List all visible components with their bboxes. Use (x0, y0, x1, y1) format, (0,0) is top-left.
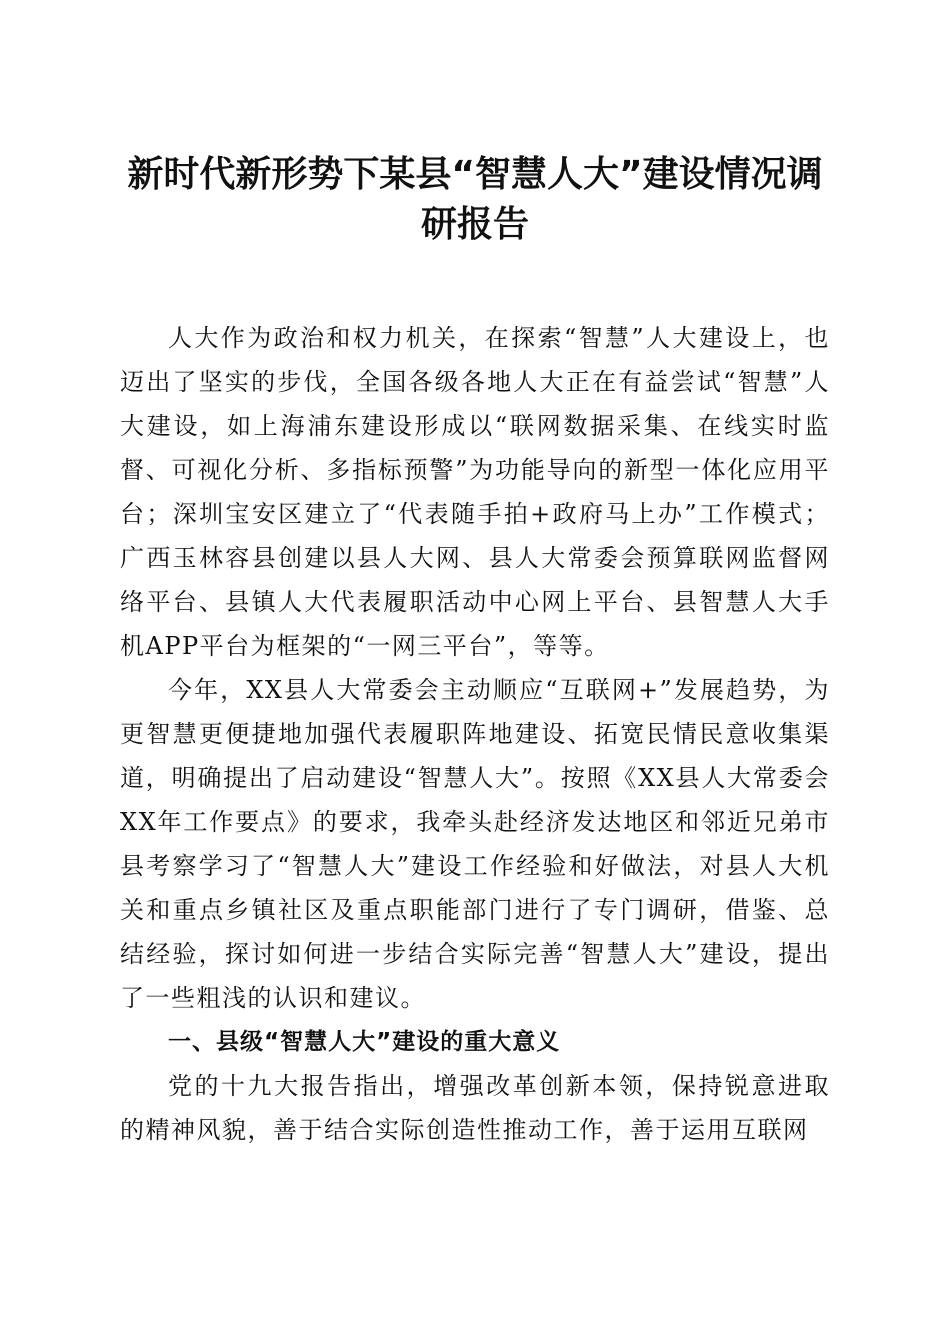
section-heading: 一、县级“智慧人大”建设的重大意义 (168, 1029, 561, 1055)
document-title: 新时代新形势下某县“智慧人大”建设情况调研报告 (127, 154, 823, 245)
document-body (120, 316, 830, 1152)
paragraph-background: 今年，XX县人大常委会主动顺应“互联网+”发展趋势，为更智慧更便捷地加强代表履职阵地建设、拓宽民情民意收集渠道，明确提出了启动建设“智慧人大”。按照《XX县人大常委会XX年工作要点》的要求，我牵头赴经济发达地区和邻近兄弟市县考察学习了“智慧人大”建设工作经验和好做法，对县人大机关和重点乡镇社区及重点职能部门进行了专门调研，借鉴、总结经验，探讨如何进一步结合实际完善“智慧人大”建设，提出了一些粗浅的认识和建议。 (120, 676, 830, 1012)
paragraph-intro: 人大作为政治和权力机关，在探索“智慧”人大建设上，也迈出了坚实的步伐，全国各级各地人大正在有益尝试“智慧”人大建设，如上海浦东建设形成以“联网数据采集、在线实时监督、可视化分析、多指标预警”为功能导向的新型一体化应用平台；深圳宝安区建立了“代表随手拍+政府马上办”工作模式；广西玉林容县创建以县人大网、县人大常委会预算联网监督网络平台、县镇人大代表履职活动中心网上平台、县智慧人大手机APP平台为框架的“一网三平台”，等等。 (120, 324, 830, 660)
paragraph-section-start: 党的十九大报告指出，增强改革创新本领，保持锐意进取的精神风貌，善于结合实际创造性推动工作，善于运用互联网 (120, 1072, 830, 1144)
